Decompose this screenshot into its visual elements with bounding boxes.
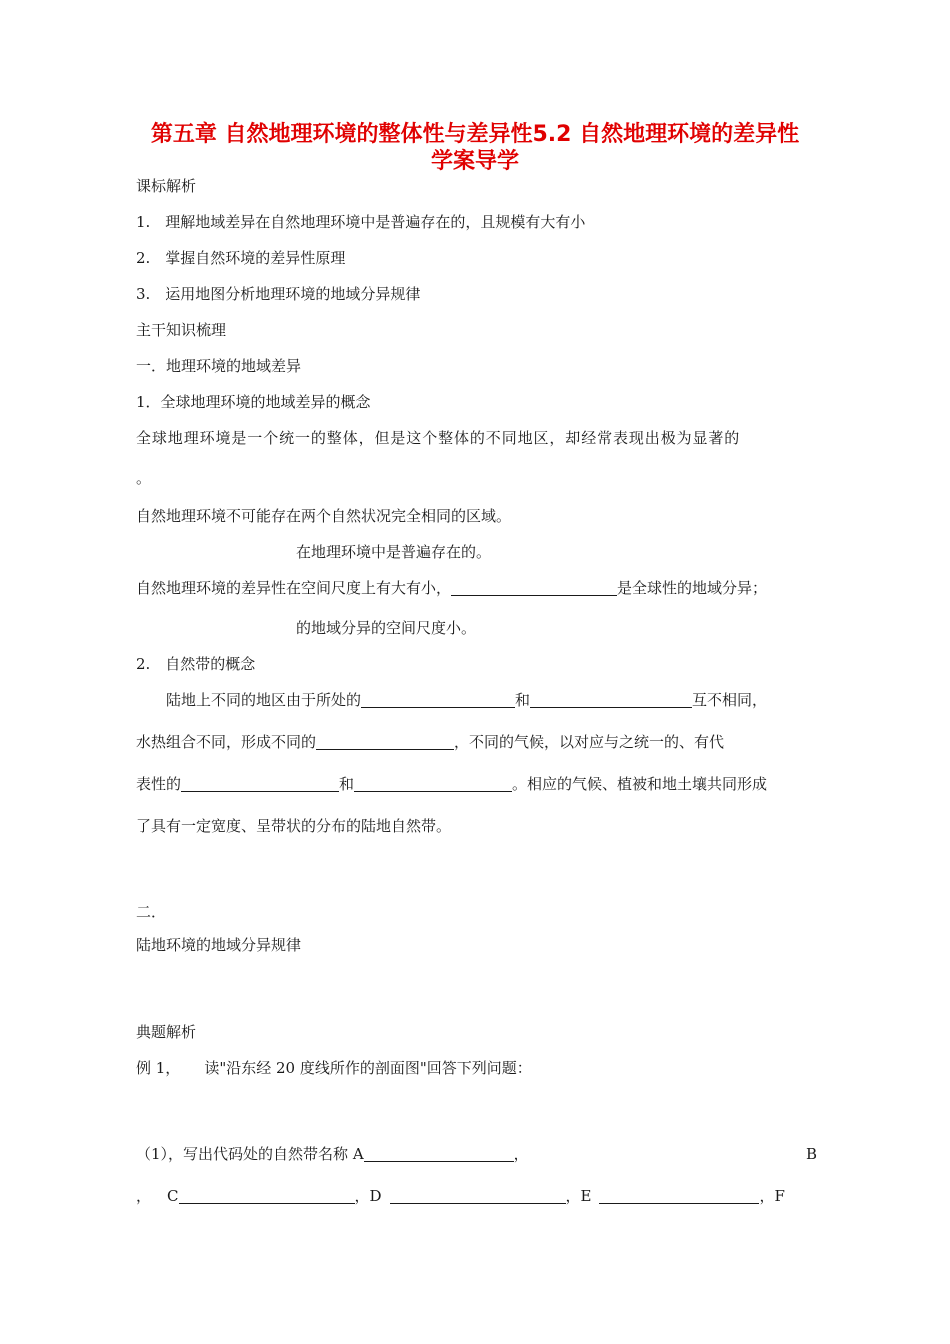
paragraph-1-end: 。 bbox=[136, 469, 152, 487]
paragraph-7-text-a: 水热组合不同，形成不同的 bbox=[136, 733, 317, 751]
blank-zone-d[interactable] bbox=[390, 1187, 566, 1204]
question-1-label-e: ，E bbox=[565, 1187, 592, 1205]
blank-vegetation[interactable] bbox=[181, 775, 339, 792]
question-1-line1 bbox=[136, 1144, 529, 1164]
question-1-line2 bbox=[136, 1186, 785, 1206]
paragraph-3: 在地理环境中是普遍存在的。 bbox=[296, 543, 492, 561]
part2-title: 陆地环境的地域分异规律 bbox=[136, 936, 302, 954]
question-1-label-c: C bbox=[167, 1187, 179, 1205]
paragraph-8-text-a: 表性的 bbox=[136, 775, 182, 793]
paragraph-6-text-c: 互不相同， bbox=[692, 691, 768, 709]
paragraph-7-text-b: ，不同的气候，以对应与之统一的、有代 bbox=[454, 733, 725, 751]
knowledge-heading: 主干知识梳理 bbox=[136, 321, 227, 339]
question-1-label-f: ，F bbox=[759, 1187, 785, 1205]
paragraph-8 bbox=[136, 774, 767, 794]
blank-climate-type[interactable] bbox=[316, 733, 454, 750]
paragraph-4-text-a: 自然地理环境的差异性在空间尺度上有大有小， bbox=[136, 579, 452, 597]
paragraph-6 bbox=[166, 690, 767, 710]
paragraph-6-text-a: 陆地上不同的地区由于所处的 bbox=[166, 691, 362, 709]
document-title-line2: 学案导学 bbox=[430, 149, 519, 174]
example-1-label: 例 1， bbox=[136, 1059, 181, 1077]
part1-heading: 一．地理环境的地域差异 bbox=[136, 357, 302, 375]
syllabus-heading: 课标解析 bbox=[136, 177, 197, 195]
paragraph-9: 了具有一定宽度、呈带状的分布的陆地自然带。 bbox=[136, 817, 452, 835]
example-1-text: 读"沿东经 20 度线所作的剖面图"回答下列问题： bbox=[204, 1059, 532, 1077]
objective-3: 3. 运用地图分析地理环境的地域分异规律 bbox=[136, 285, 421, 303]
example-heading: 典题解析 bbox=[136, 1023, 197, 1041]
question-1-label-d: ，D bbox=[354, 1187, 382, 1205]
question-1-text-b: ， bbox=[513, 1145, 529, 1163]
paragraph-1: 全球地理环境是一个统一的整体，但是这个整体的不同地区，却经常表现出极为显著的 bbox=[136, 429, 741, 447]
blank-zone-e[interactable] bbox=[599, 1187, 759, 1204]
paragraph-8-text-b: 和 bbox=[339, 775, 355, 793]
paragraph-5: 的地域分异的空间尺度小。 bbox=[296, 619, 477, 637]
example-1 bbox=[136, 1058, 532, 1078]
paragraph-8-text-c: 。相应的气候、植被和地土壤共同形成 bbox=[512, 775, 768, 793]
question-1-text-a: （1），写出代码处的自然带名称 A bbox=[136, 1145, 364, 1163]
paragraph-4-text-b: 是全球性的地域分异； bbox=[617, 579, 768, 597]
paragraph-7 bbox=[136, 732, 724, 752]
blank-soil[interactable] bbox=[354, 775, 512, 792]
document-title-line1: 第五章 自然地理环境的整体性与差异性5.2 自然地理环境的差异性 bbox=[150, 122, 800, 147]
blank-location-2[interactable] bbox=[530, 691, 692, 708]
question-1-comma: ， bbox=[136, 1187, 152, 1205]
objective-2: 2. 掌握自然环境的差异性原理 bbox=[136, 249, 346, 267]
blank-global-scale[interactable] bbox=[451, 579, 617, 596]
paragraph-4 bbox=[136, 578, 767, 598]
sub2-heading: 2. 自然带的概念 bbox=[136, 655, 256, 673]
objective-1: 1. 理解地域差异在自然地理环境中是普遍存在的，且规模有大有小 bbox=[136, 213, 586, 231]
blank-zone-a[interactable] bbox=[364, 1145, 514, 1162]
blank-location-1[interactable] bbox=[361, 691, 515, 708]
sub1-heading: 1．全球地理环境的地域差异的概念 bbox=[136, 393, 371, 411]
question-1-label-b: B bbox=[806, 1145, 818, 1163]
part2-heading: 二． bbox=[136, 903, 167, 921]
paragraph-6-text-b: 和 bbox=[515, 691, 531, 709]
paragraph-2: 自然地理环境不可能存在两个自然状况完全相同的区域。 bbox=[136, 507, 512, 525]
blank-zone-c[interactable] bbox=[179, 1187, 355, 1204]
